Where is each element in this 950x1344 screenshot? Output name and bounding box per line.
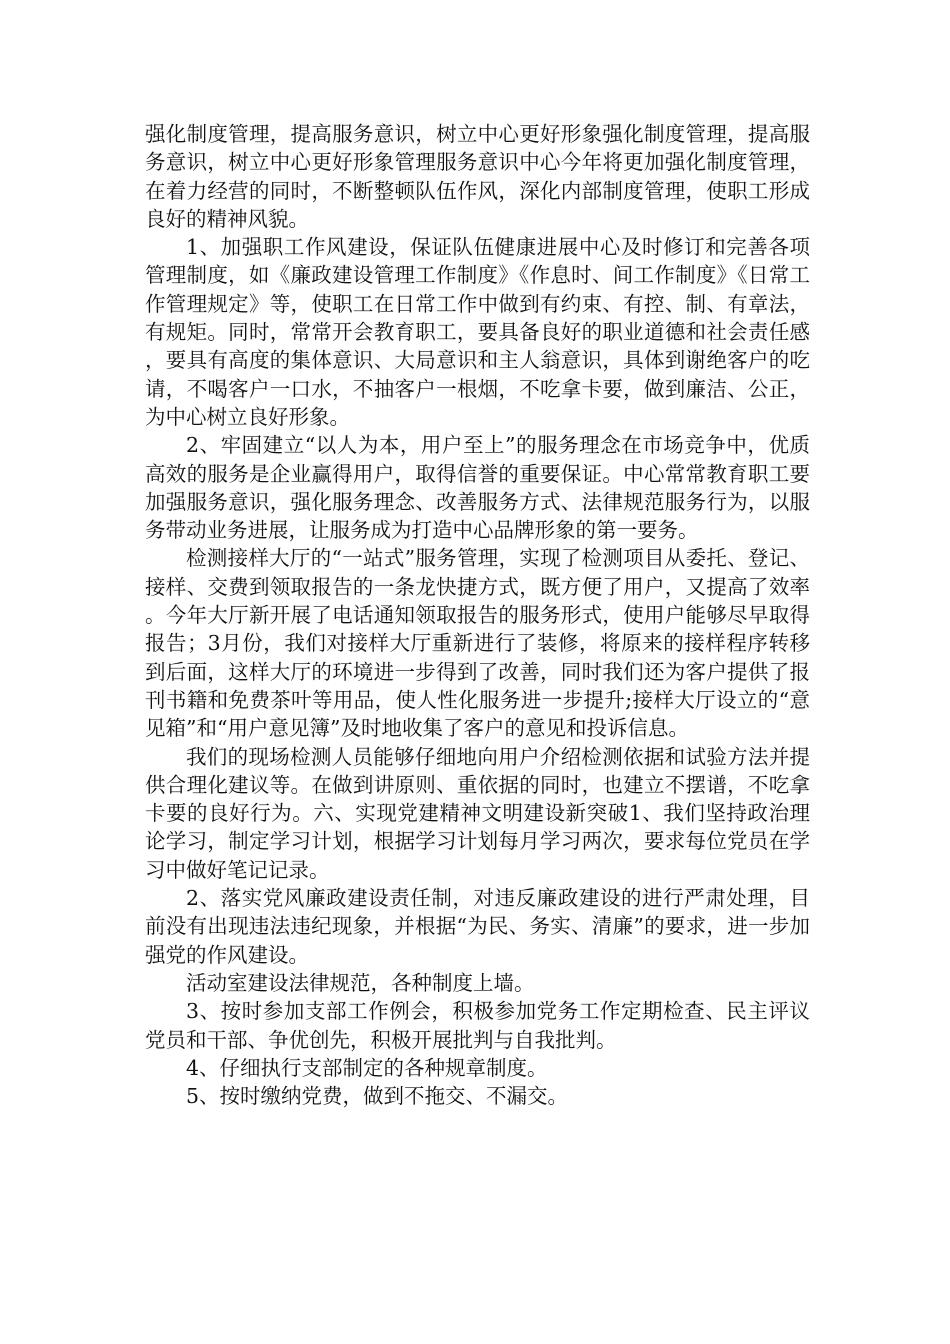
paragraph-field-staff: 我们的现场检测人员能够仔细地向用户介绍检测依据和试验方法并提供合理化建议等。在做到讲原则、重依据的同时，也建立不摆谱，不吃拿卡要的良好行为。六、实现党建精神文明建设新突破1、我们坚持政治理论学习，制定学习计划，根据学习计划每月学习两次，要求每位党员在学习中做好笔记记录。 — [145, 744, 810, 882]
paragraph-item-1: 1、加强职工作风建设，保证队伍健康进展中心及时修订和完善各项管理制度，如《廉政建设管理工作制度》《作息时、间工作制度》《日常工作管理规定》等，使职工在日常工作中做到有约束、有控、制、有章法，有规矩。同时，常常开会教育职工，要具备良好的职业道德和社会责任感，要具有高度的集体意识、大局意识和主人翁意识，具体到谢绝客户的吃请，不喝客户一口水，不抽客户一根烟，不吃拿卡要，做到廉洁、公正，为中心树立良好形象。 — [145, 235, 810, 429]
paragraph-service-hall: 检测接样大厅的“一站式”服务管理，实现了检测项目从委托、登记、接样、交费到领取报告的一条龙快捷方式，既方便了用户，又提高了效率。今年大厅新开展了电话通知领取报告的服务形式，使用户能够尽早取得报告；3月份，我们对接样大厅重新进行了装修，将原来的接样程序转移到后面，这样大厅的环境进一步得到了改善，同时我们还为客户提供了报刊书籍和免费茶叶等用品，使人性化服务进一步提升;接样大厅设立的“意见箱”和“用户意见簿”及时地收集了客户的意见和投诉信息。 — [145, 546, 810, 741]
paragraph-party-item-5: 5、按时缴纳党费，做到不拖交、不漏交。 — [186, 1084, 569, 1109]
paragraph-party-item-4: 4、仔细执行支部制定的各种规章制度。 — [186, 1055, 548, 1080]
paragraph-intro: 强化制度管理，提高服务意识，树立中心更好形象强化制度管理，提高服务意识，树立中心更好形象管理服务意识中心今年将更加强化制度管理，在着力经营的同时，不断整顿队伍作风，深化内部制度管理，使职工形成良好的精神风貌。 — [145, 122, 810, 231]
paragraph-item-2: 2、牢固建立“以人为本，用户至上”的服务理念在市场竞争中，优质高效的服务是企业赢得用户，取得信誉的重要保证。中心常常教育职工要加强服务意识，强化服务理念、改善服务方式、法律规范服务行为，以服务带动业务进展，让服务成为打造中心品牌形象的第一要务。 — [145, 433, 810, 543]
paragraph-activity-room: 活动室建设法律规范，各种制度上墙。 — [186, 970, 535, 995]
document-body — [145, 120, 810, 1110]
paragraph-party-item-3: 3、按时参加支部工作例会，积极参加党务工作定期检查、民主评议党员和干部、争优创先，积极开展批判与自我批判。 — [145, 999, 810, 1052]
paragraph-party-item-2: 2、落实党风廉政建设责任制，对违反廉政建设的进行严肃处理，目前没有出现违法违纪现象，并根据“为民、务实、清廉”的要求，进一步加强党的作风建设。 — [145, 886, 810, 967]
